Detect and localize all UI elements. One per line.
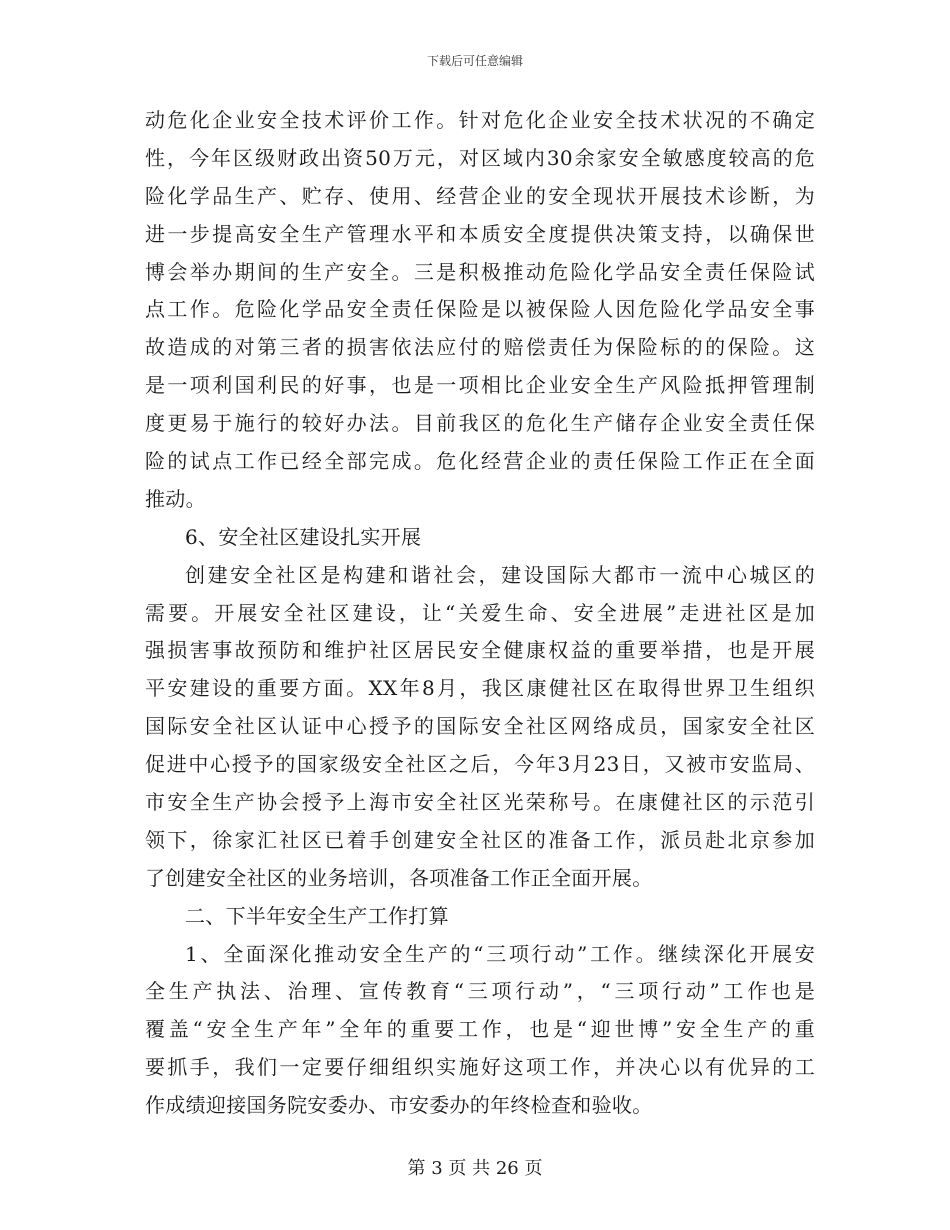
paragraph-line: 国际安全社区认证中心授予的国际安全社区网络成员，国家安全社区 xyxy=(145,714,815,739)
paragraph-line: 推动。 xyxy=(145,486,206,511)
paragraph-line: 险化学品生产、贮存、使用、经营企业的安全现状开展技术诊断，为 xyxy=(145,183,815,208)
paragraph-line: 平安建设的重要方面。XX年8月，我区康健社区在取得世界卫生组织 xyxy=(145,676,815,701)
paragraph-line: 是一项利国利民的好事，也是一项相比企业安全生产风险抵押管理制 xyxy=(145,373,815,398)
section-heading: 二、下半年安全生产工作打算 xyxy=(185,903,449,928)
paragraph-line: 进一步提高安全生产管理水平和本质安全度提供决策支持，以确保世 xyxy=(145,221,815,246)
paragraph-line: 故造成的对第三者的损害依法应付的赔偿责任为保险标的的保险。这 xyxy=(145,335,815,360)
paragraph-line: 点工作。危险化学品安全责任保险是以被保险人因危险化学品安全事 xyxy=(145,297,815,322)
page-footer: 第 3 页 共 26 页 xyxy=(407,1158,543,1179)
paragraph-line: 1、全面深化推动安全生产的“三项行动”工作。继续深化开展安 xyxy=(185,941,815,966)
paragraph-line: 创建安全社区是构建和谐社会，建设国际大都市一流中心城区的 xyxy=(185,562,815,587)
paragraph-line: 覆盖“安全生产年”全年的重要工作，也是“迎世博”安全生产的重 xyxy=(145,1017,815,1042)
paragraph-line: 作成绩迎接国务院安委办、市安委办的年终检查和验收。 xyxy=(145,1093,653,1118)
paragraph-line: 度更易于施行的较好办法。目前我区的危化生产储存企业安全责任保 xyxy=(145,411,815,436)
paragraph-line: 险的试点工作已经全部完成。危化经营企业的责任保险工作正在全面 xyxy=(145,449,815,474)
paragraph-line: 博会举办期间的生产安全。三是积极推动危险化学品安全责任保险试 xyxy=(145,259,815,284)
document-body xyxy=(145,102,815,1125)
paragraph-line: 领下，徐家汇社区已着手创建安全社区的准备工作，派员赴北京参加 xyxy=(145,827,815,852)
paragraph-line: 强损害事故预防和维护社区居民安全健康权益的重要举措，也是开展 xyxy=(145,638,815,663)
section-heading: 6、安全社区建设扎实开展 xyxy=(185,524,422,549)
page-header: 下载后可任意编辑 xyxy=(426,54,523,68)
paragraph-line: 促进中心授予的国家级安全社区之后，今年3月23日，又被市安监局、 xyxy=(145,752,815,777)
paragraph-line: 了创建安全社区的业务培训，各项准备工作正全面开展。 xyxy=(145,865,653,890)
paragraph-line: 性，今年区级财政出资50万元，对区域内30余家安全敏感度较高的危 xyxy=(145,145,815,170)
paragraph-line: 需要。开展安全社区建设，让“关爱生命、安全进展”走进社区是加 xyxy=(145,600,815,625)
paragraph-line: 动危化企业安全技术评价工作。针对危化企业安全技术状况的不确定 xyxy=(145,108,815,132)
paragraph-line: 要抓手，我们一定要仔细组织实施好这项工作，并决心以有优异的工 xyxy=(145,1055,815,1080)
paragraph-line: 市安全生产协会授予上海市安全社区光荣称号。在康健社区的示范引 xyxy=(145,790,815,815)
paragraph-line: 全生产执法、治理、宣传教育“三项行动”，“三项行动”工作也是 xyxy=(145,979,815,1004)
